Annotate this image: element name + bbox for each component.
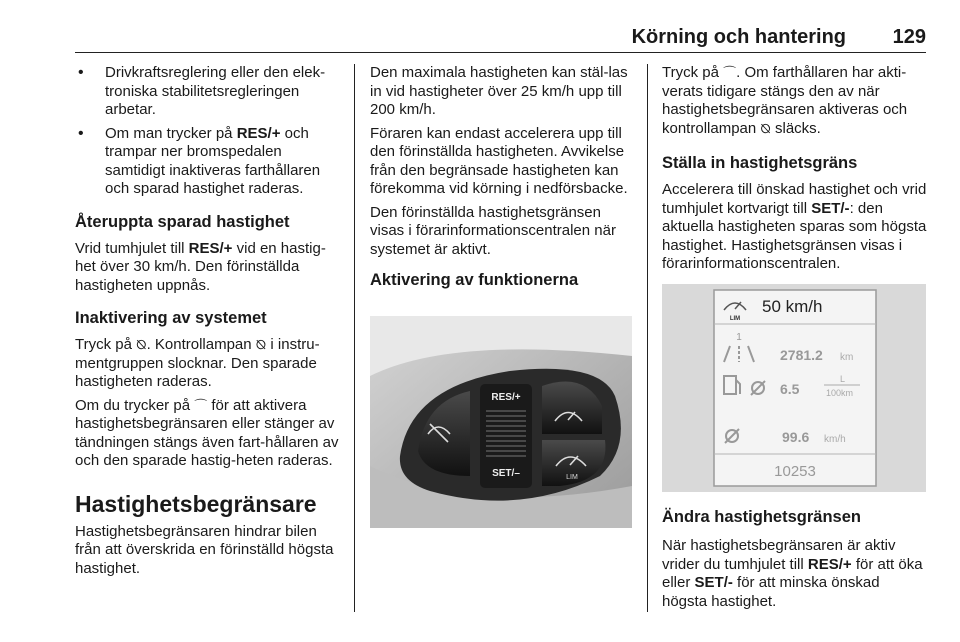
speed-limiter-icon: ⌒ xyxy=(723,65,737,80)
paragraph: Om du trycker på ⌒ för att aktivera hastighetsbegränsaren eller stänger av tändningen stängs även fart-hållaren av och den sparade hastig-heten raderas. xyxy=(75,396,339,469)
heading-limiter: Hastighetsbegränsare xyxy=(75,490,317,517)
paragraph: Vrid tumhjulet till RES/+ vid en hastig-het över 30 km/h. Den förinställda hastigheten uppnås. xyxy=(75,239,326,294)
page-header xyxy=(75,24,926,53)
column-3 xyxy=(662,64,928,279)
list-item: • Om man trycker på RES/+ och trampar ner bromspedalen samtidigt inaktiveras farthållaren och sparad hastighet raderas. xyxy=(75,125,342,199)
svg-text:L: L xyxy=(840,374,846,384)
set-label: SET/– xyxy=(492,468,520,479)
column-3-bottom xyxy=(662,508,928,616)
column-2 xyxy=(370,64,633,298)
heading-resume: Återuppta sparad hastighet xyxy=(75,212,290,231)
paragraph: Tryck på ⌒. Om farthållaren har akti-verats tidigare stängs den av när hastighetsbegränsaren aktiveras och kontrollampan ⦰ släcks. xyxy=(662,64,908,137)
heading-set-limit: Ställa in hastighetsgräns xyxy=(662,154,858,172)
column-1 xyxy=(75,64,342,583)
svg-text:km/h: km/h xyxy=(824,434,846,445)
speed-limiter-icon: ⌒ xyxy=(194,397,208,413)
lim-label: LIM xyxy=(566,474,578,481)
heading-deactivate: Inaktivering av systemet xyxy=(75,309,267,327)
paragraph: Den maximala hastigheten kan stäl-las in vid hastigheter över 25 km/h upp till 200 km/h. xyxy=(370,64,628,118)
cruise-off-icon: ⦰ xyxy=(136,337,147,352)
trip-value: 2781.2 xyxy=(780,347,823,363)
list-item: • Drivkraftsreglering eller den elek-troniska stabilitetsregleringen arbetar. xyxy=(75,64,342,120)
paragraph: Tryck på ⦰. Kontrollampan ⦰ i instru-mentgruppen slocknar. Den sparade hastigheten raderas. xyxy=(75,336,320,390)
steering-controls-photo xyxy=(370,316,632,528)
instrument-cluster-display xyxy=(662,284,926,492)
svg-text:100km: 100km xyxy=(826,388,854,398)
cruise-off-icon: ⦰ xyxy=(760,120,771,136)
page-number: 129 xyxy=(892,26,926,48)
paragraph: När hastighetsbegränsaren är aktiv vrider du tumhjulet till RES/+ för att öka eller SET/- för att minska önskad högsta hastighet. xyxy=(662,537,923,610)
cruise-off-icon: ⦰ xyxy=(255,337,267,352)
paragraph: Den förinställda hastighetsgränsen visas i förarinformationscentralen när systemet är aktivt. xyxy=(370,203,616,258)
paragraph: Hastighetsbegränsaren hindrar bilen från att överskrida en förinställd högsta hastighet. xyxy=(75,522,334,577)
heading-change-limit: Ändra hastighetsgränsen xyxy=(662,508,861,526)
lim-label: LIM xyxy=(729,316,741,322)
section-title: Körning och hantering xyxy=(631,26,846,48)
fuel-value: 6.5 xyxy=(780,381,800,397)
paragraph: Föraren kan endast accelerera upp till den förinställda hastigheten. Avvikelse från den begränsade hastigheten kan förekomma vid körning i nedförsbacke. xyxy=(370,124,628,197)
paragraph: Accelerera till önskad hastighet och vrid tumhjulet kortvarigt till SET/-: den aktuella hastigheten sparas som högsta hastighet. Hastighetsgränsen visas i förarinformationscentralen. xyxy=(662,181,927,272)
heading-activation: Aktivering av funktionerna xyxy=(370,271,579,289)
bullet-list xyxy=(75,64,342,199)
limit-speed: 50 km/h xyxy=(762,297,823,316)
svg-text:km: km xyxy=(840,352,854,363)
trip-number: 1 xyxy=(736,332,742,343)
odometer: 10253 xyxy=(774,463,816,480)
res-label: RES/+ xyxy=(491,392,521,403)
column-divider xyxy=(354,64,355,612)
column-divider xyxy=(647,64,648,612)
avg-speed-value: 99.6 xyxy=(782,429,810,445)
